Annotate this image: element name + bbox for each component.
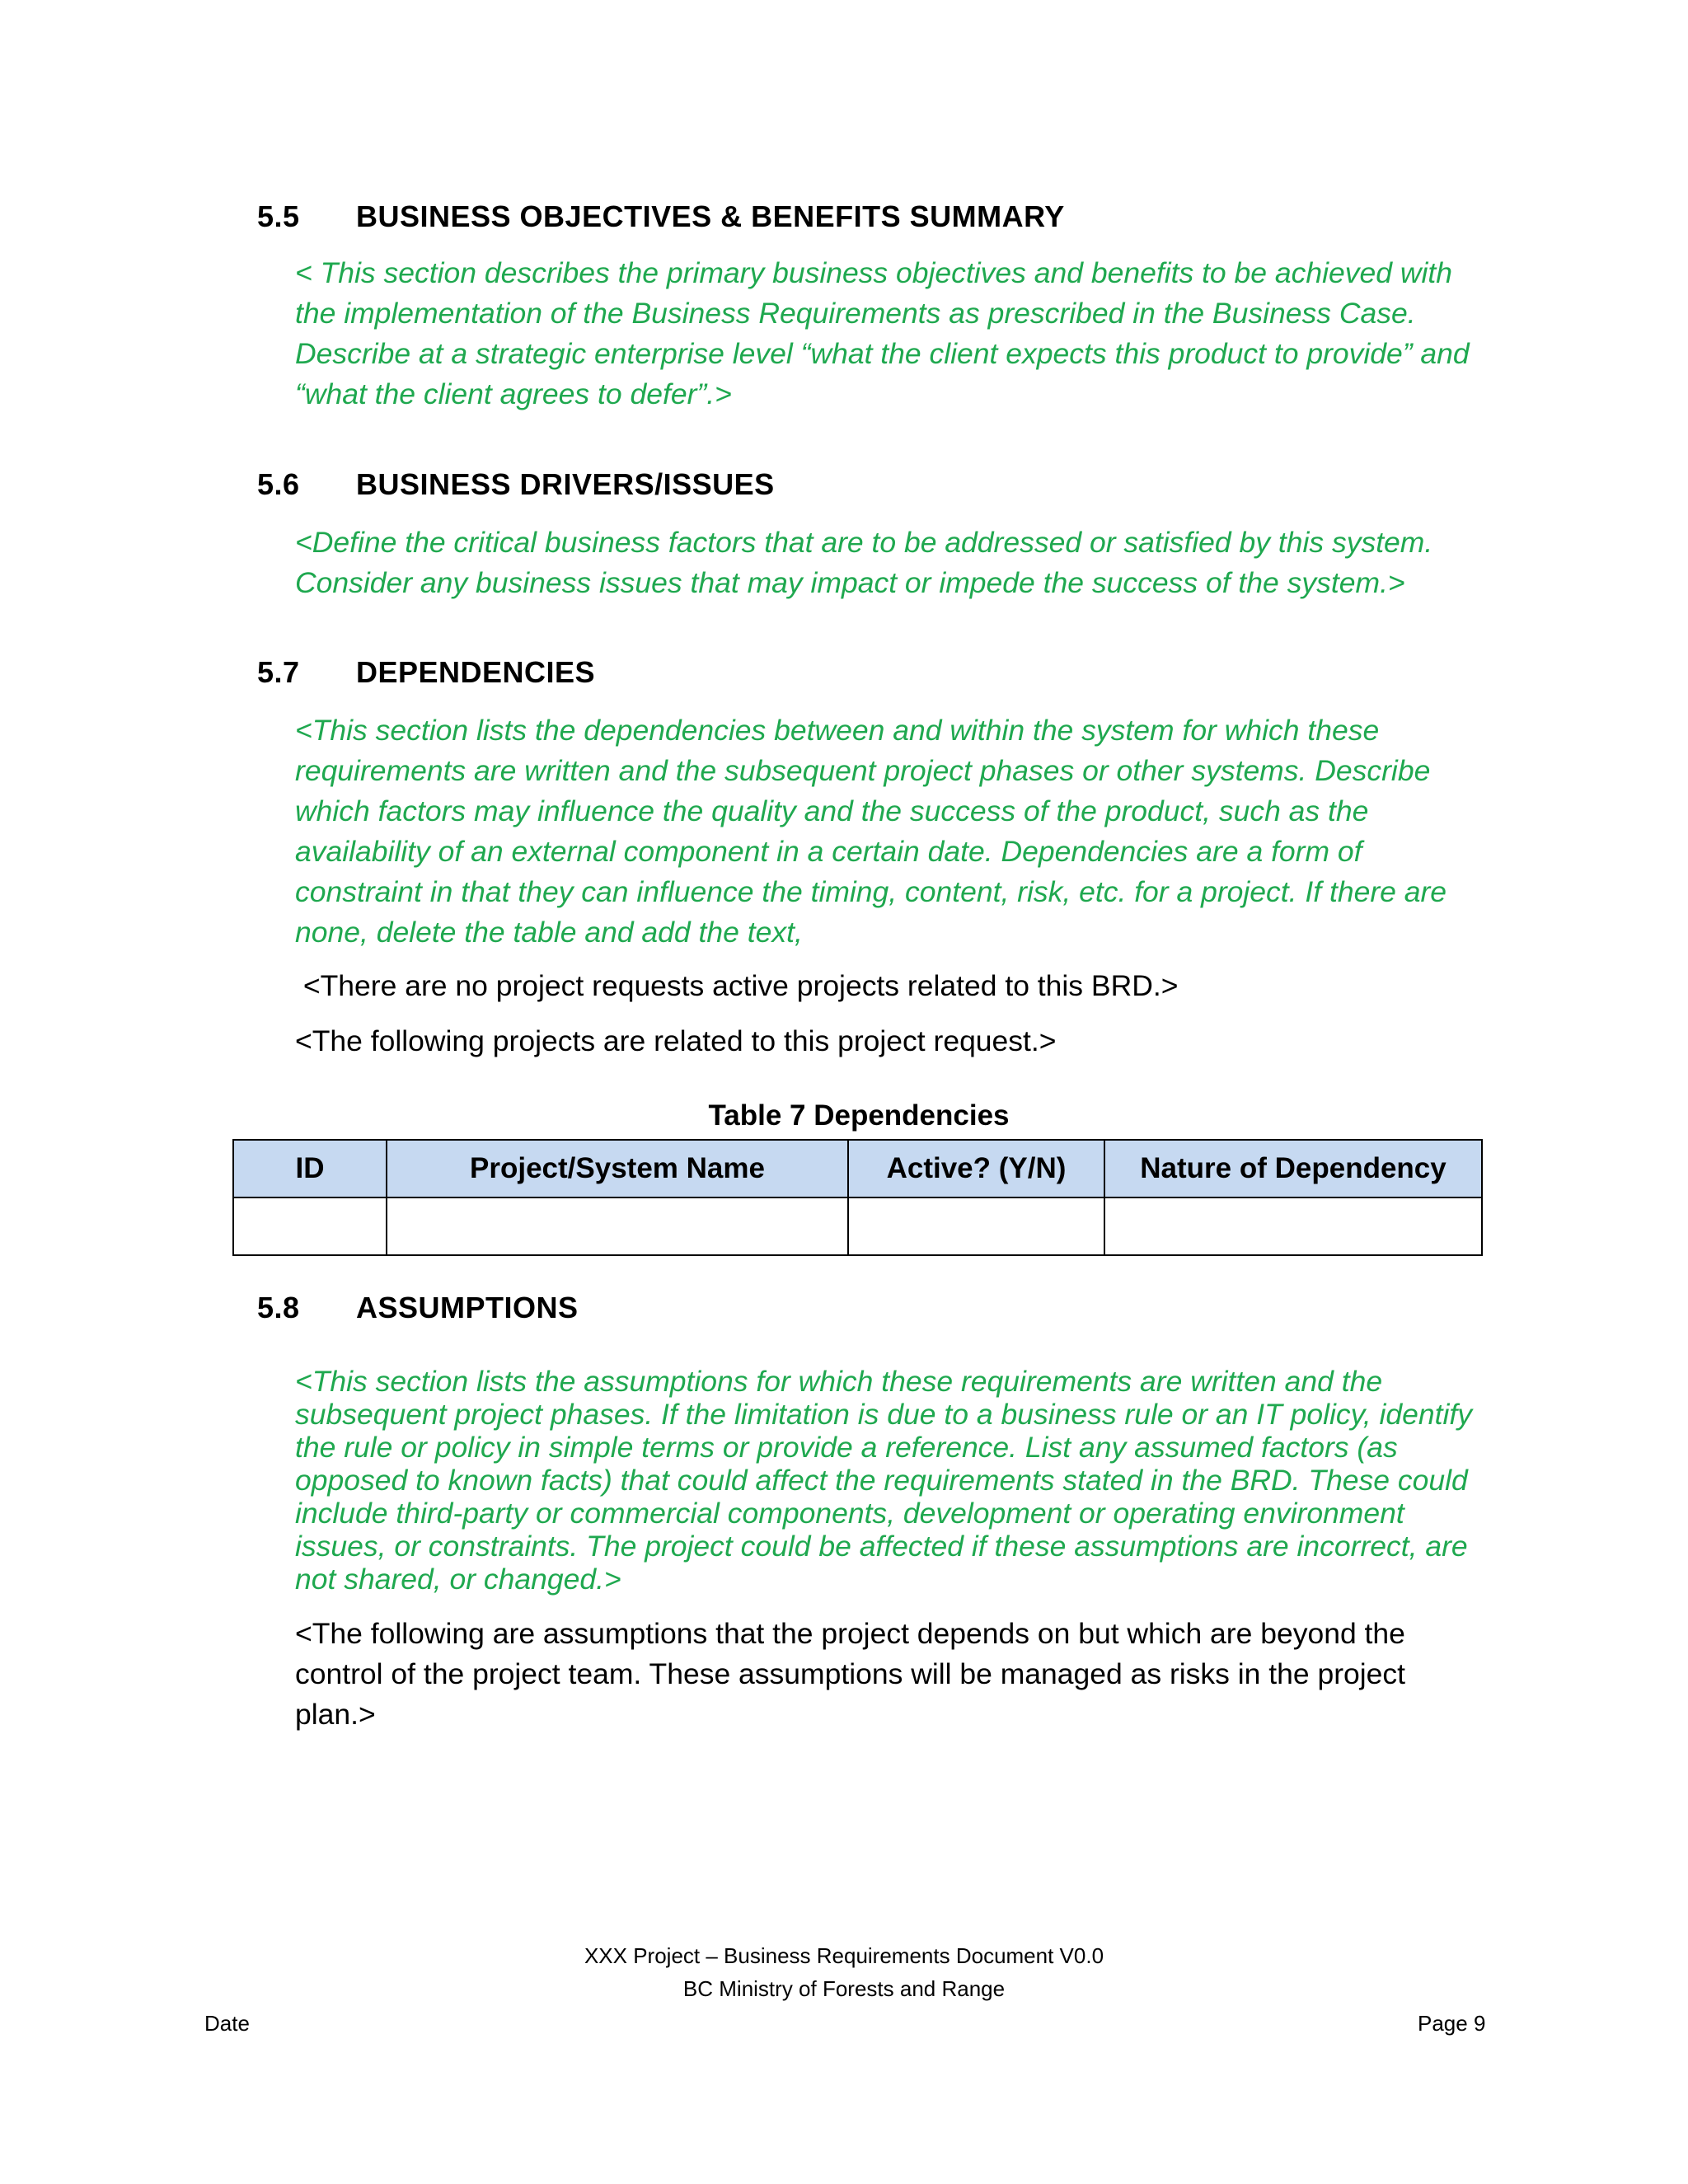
section-title: DEPENDENCIES <box>356 655 596 689</box>
section-number: 5.5 <box>257 199 300 233</box>
no-requests-text: <There are no project requests active projects related to this BRD.> <box>295 969 1179 1002</box>
section-number: 5.6 <box>257 467 300 501</box>
table-row <box>233 1197 1482 1255</box>
column-header-nature: Nature of Dependency <box>1104 1140 1482 1197</box>
table-cell-nature <box>1104 1197 1482 1255</box>
table-header-row <box>233 1140 1482 1197</box>
section-guidance-5-6: <Define the critical business factors that are to be addressed or satisfied by this system. Consider any business issues that may impact or impede the success of the system.> <box>295 526 1433 599</box>
section-guidance-5-5: < This section describes the primary business objectives and benefits to be achieved with the implementation of the Business Requirements as prescribed in the Business Case. Describe at a strategic enterprise level “what the client expects this product to provide” and “what the client agrees to defer”.> <box>295 256 1470 410</box>
section-heading-5-7 <box>257 655 595 690</box>
table-cell-project-name <box>387 1197 848 1255</box>
table-caption: Table 7 Dependencies <box>708 1099 1010 1132</box>
following-projects-text: <The following projects are related to this project request.> <box>295 1024 1057 1057</box>
footer-document-title: XXX Project – Business Requirements Document V0.0 <box>584 1943 1104 1968</box>
section-number: 5.8 <box>257 1291 300 1324</box>
footer-date: Date <box>204 2011 250 2036</box>
section-heading-5-8 <box>257 1291 579 1325</box>
footer-organization: BC Ministry of Forests and Range <box>682 1976 1006 2001</box>
column-header-project-name: Project/System Name <box>387 1140 848 1197</box>
section-title: BUSINESS OBJECTIVES & BENEFITS SUMMARY <box>356 199 1065 233</box>
table-cell-id <box>233 1197 387 1255</box>
section-number: 5.7 <box>257 655 300 689</box>
assumptions-text: <The following are assumptions that the project depends on but which are beyond the control of the project team. These assumptions will be managed as risks in the project plan.> <box>295 1617 1406 1731</box>
footer-page-number: Page 9 <box>1418 2011 1486 2036</box>
dependencies-table <box>232 1139 1483 1256</box>
section-title: BUSINESS DRIVERS/ISSUES <box>356 467 775 501</box>
column-header-id: ID <box>233 1140 387 1197</box>
section-title: ASSUMPTIONS <box>356 1291 579 1324</box>
table-cell-active <box>848 1197 1104 1255</box>
section-guidance-5-7: <This section lists the dependencies between and within the system for which these requirements are written and the subsequent project phases or other systems. Describe which factors may influence the quality and the success of the product, such as the availability of an external component in a certain date. Dependencies are a form of constraint in that they can influence the timing, content, risk, etc. for a project. If there are none, delete the table and add the text, <box>295 714 1447 949</box>
section-heading-5-6 <box>257 467 775 502</box>
section-heading-5-5 <box>257 199 1065 234</box>
column-header-active: Active? (Y/N) <box>848 1140 1104 1197</box>
section-guidance-5-8: <This section lists the assumptions for which these requirements are written and the subsequent project phases. If the limitation is due to a business rule or an IT policy, identify the rule or policy in simple terms or provide a reference. List any assumed factors (as opposed to known facts) that could affect the requirements stated in the BRD. These could include third-party or commercial components, development or operating environment issues, or constraints. The project could be affected if these assumptions are incorrect, are not shared, or changed.> <box>295 1365 1473 1596</box>
